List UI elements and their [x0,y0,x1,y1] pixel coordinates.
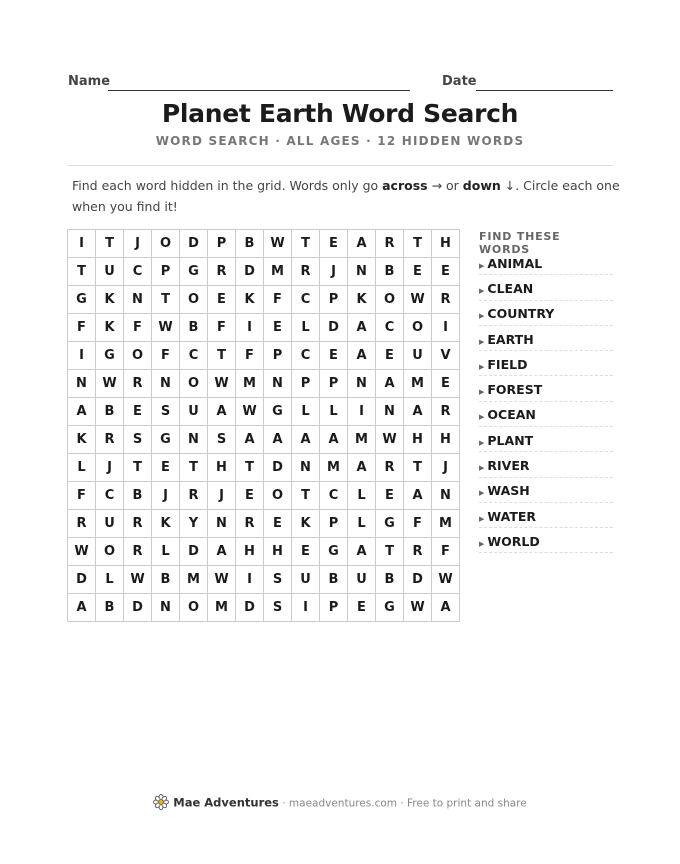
word-list-word: COUNTRY [487,306,555,322]
grid-cell[interactable]: A [376,370,404,398]
grid-cell[interactable]: W [208,566,236,594]
grid-cell[interactable]: T [292,482,320,510]
grid-cell[interactable]: A [348,314,376,342]
grid-cell[interactable]: P [264,342,292,370]
grid-cell[interactable]: E [376,342,404,370]
triangle-right-icon: ▶ [479,388,485,397]
grid-cell[interactable]: D [404,566,432,594]
grid-cell[interactable]: N [180,426,208,454]
grid-cell[interactable]: F [236,342,264,370]
grid-cell[interactable]: F [208,314,236,342]
grid-cell[interactable]: E [404,258,432,286]
grid-cell[interactable]: H [236,538,264,566]
grid-cell[interactable]: G [180,258,208,286]
grid-cell[interactable]: I [236,566,264,594]
word-list-word: FIELD [487,356,528,372]
grid-cell[interactable]: D [236,258,264,286]
grid-cell[interactable]: R [376,454,404,482]
word-list-item [479,352,613,376]
grid-cell[interactable]: N [376,398,404,426]
grid-cell[interactable]: L [96,566,124,594]
word-list-item [479,478,613,502]
grid-cell[interactable]: U [348,566,376,594]
grid-cell[interactable]: G [264,398,292,426]
grid-cell[interactable]: L [348,510,376,538]
grid-cell[interactable]: P [320,510,348,538]
grid-cell[interactable]: M [404,370,432,398]
grid-cell[interactable]: E [320,342,348,370]
name-date-row [68,74,613,94]
grid-cell[interactable]: R [432,286,460,314]
grid-cell[interactable]: M [236,370,264,398]
grid-cell[interactable]: H [432,426,460,454]
grid-cell[interactable]: I [348,398,376,426]
grid-cell[interactable]: T [404,230,432,258]
grid-cell[interactable]: J [432,454,460,482]
word-list-word: WATER [487,508,537,524]
grid-cell[interactable]: M [180,566,208,594]
grid-cell[interactable]: U [180,398,208,426]
grid-cell[interactable]: R [96,426,124,454]
word-list-word: ANIMAL [487,255,543,271]
grid-cell[interactable]: E [432,258,460,286]
grid-cell[interactable]: A [208,398,236,426]
grid-cell[interactable]: A [264,426,292,454]
grid-cell[interactable]: N [348,258,376,286]
grid-cell[interactable]: A [208,538,236,566]
grid-cell[interactable]: R [124,538,152,566]
grid-cell[interactable]: E [292,538,320,566]
letter-grid [67,229,460,622]
grid-cell[interactable]: L [292,314,320,342]
word-list-heading: FIND THESE WORDS [479,230,561,256]
grid-cell[interactable]: E [152,454,180,482]
grid-cell[interactable]: U [96,510,124,538]
triangle-right-icon: ▶ [479,362,485,371]
grid-cell[interactable]: T [152,286,180,314]
grid-cell[interactable]: N [152,594,180,622]
grid-cell[interactable]: G [68,286,96,314]
grid-cell[interactable]: E [376,482,404,510]
grid-cell[interactable]: T [96,230,124,258]
grid-cell[interactable]: E [208,286,236,314]
grid-cell[interactable]: M [432,510,460,538]
word-list-item [479,504,613,528]
grid-cell[interactable]: A [348,230,376,258]
grid-cell[interactable]: O [376,286,404,314]
grid-cell[interactable]: R [376,230,404,258]
grid-cell[interactable]: P [292,370,320,398]
grid-cell[interactable]: B [180,314,208,342]
grid-cell[interactable]: R [236,510,264,538]
grid-cell[interactable]: W [152,314,180,342]
instructions-text-3: ↓. Circle each one when you find it! [72,178,620,214]
grid-cell[interactable]: A [404,482,432,510]
grid-cell[interactable]: R [404,538,432,566]
grid-cell[interactable]: K [348,286,376,314]
grid-cell[interactable]: N [292,454,320,482]
grid-cell[interactable]: F [124,314,152,342]
grid-cell[interactable]: K [68,426,96,454]
word-list-item [479,276,613,300]
grid-cell[interactable]: T [404,454,432,482]
grid-cell[interactable]: P [152,258,180,286]
grid-cell[interactable]: I [68,342,96,370]
grid-cell[interactable]: A [432,594,460,622]
grid-cell[interactable]: L [320,398,348,426]
grid-cell[interactable]: B [376,566,404,594]
grid-cell[interactable]: J [152,482,180,510]
instructions-text-1: Find each word hidden in the grid. Words only go [72,178,383,193]
grid-cell[interactable]: D [124,594,152,622]
word-list-word: WASH [487,483,530,499]
grid-cell[interactable]: I [236,314,264,342]
grid-cell[interactable]: W [208,370,236,398]
grid-cell[interactable]: F [404,510,432,538]
page-title: Planet Earth Word Search [161,99,519,128]
grid-cell[interactable]: W [124,566,152,594]
grid-cell[interactable]: G [96,342,124,370]
grid-cell[interactable]: F [68,482,96,510]
grid-cell[interactable]: N [264,370,292,398]
grid-cell[interactable]: E [236,482,264,510]
grid-cell[interactable]: N [68,370,96,398]
word-list-items [479,251,613,553]
grid-cell[interactable]: U [96,258,124,286]
date-label: Date [442,74,477,89]
grid-cell[interactable]: K [152,510,180,538]
word-list-word: CLEAN [487,280,534,296]
divider [68,165,613,166]
triangle-right-icon: ▶ [479,539,485,548]
grid-cell[interactable]: K [96,286,124,314]
grid-cell[interactable]: N [152,370,180,398]
grid-cell[interactable]: C [376,314,404,342]
grid-cell[interactable]: A [292,426,320,454]
grid-cell[interactable]: B [320,566,348,594]
grid-cell[interactable]: B [96,594,124,622]
instructions [72,175,620,217]
word-list-word: FOREST [487,382,543,398]
triangle-right-icon: ▶ [479,514,485,523]
grid-cell[interactable]: R [292,258,320,286]
grid-cell[interactable]: O [264,482,292,510]
triangle-right-icon: ▶ [479,413,485,422]
grid-cell[interactable]: G [320,538,348,566]
grid-cell[interactable]: L [292,398,320,426]
grid-cell[interactable]: O [96,538,124,566]
grid-cell[interactable]: W [404,594,432,622]
grid-cell[interactable]: C [292,286,320,314]
word-list-word: PLANT [487,432,534,448]
grid-cell[interactable]: J [124,230,152,258]
word-list-item [479,403,613,427]
footer-brand: Mae Adventures [173,795,279,810]
word-list-item [479,377,613,401]
grid-cell[interactable]: A [236,426,264,454]
word-list-word: EARTH [487,331,534,347]
grid-cell[interactable]: S [208,426,236,454]
grid-cell[interactable]: G [376,594,404,622]
grid-cell[interactable]: D [236,594,264,622]
word-list-item [479,301,613,325]
word-list-item [479,529,613,553]
triangle-right-icon: ▶ [479,337,485,346]
grid-cell[interactable]: A [404,398,432,426]
grid-cell[interactable]: W [236,398,264,426]
grid-cell[interactable]: C [292,342,320,370]
grid-cell[interactable]: M [264,258,292,286]
grid-cell[interactable]: G [152,426,180,454]
grid-cell[interactable]: L [348,482,376,510]
grid-cell[interactable]: L [68,454,96,482]
grid-cell[interactable]: T [292,230,320,258]
grid-cell[interactable]: H [264,538,292,566]
grid-cell[interactable]: P [320,286,348,314]
grid-cell[interactable]: H [432,230,460,258]
grid-cell[interactable]: U [404,342,432,370]
triangle-right-icon: ▶ [479,489,485,498]
footer-tagline: · maeadventures.com · Free to print and share [278,797,527,810]
grid-cell[interactable]: W [68,538,96,566]
grid-cell[interactable]: R [68,510,96,538]
grid-cell[interactable]: P [320,370,348,398]
grid-cell[interactable]: S [124,426,152,454]
grid-cell[interactable]: E [264,314,292,342]
page-subtitle: WORD SEARCH · ALL AGES · 12 HIDDEN WORDS [155,134,525,148]
grid-cell[interactable]: J [320,258,348,286]
grid-cell[interactable]: C [96,482,124,510]
word-list [479,230,613,553]
grid-cell[interactable]: O [124,342,152,370]
grid-cell[interactable]: E [124,398,152,426]
grid-cell[interactable]: B [376,258,404,286]
grid-cell[interactable]: G [376,510,404,538]
grid-cell[interactable]: F [68,314,96,342]
grid-cell[interactable]: T [180,454,208,482]
word-list-item [479,453,613,477]
daisy-flower-icon [153,794,169,813]
grid-cell[interactable]: K [96,314,124,342]
instructions-across: across [382,178,428,193]
grid-cell[interactable]: U [292,566,320,594]
grid-cell[interactable]: O [152,230,180,258]
grid-cell[interactable]: P [208,230,236,258]
grid-cell[interactable]: N [208,510,236,538]
triangle-right-icon: ▶ [479,261,485,270]
grid-cell[interactable]: B [152,566,180,594]
grid-cell[interactable]: R [124,370,152,398]
grid-cell[interactable]: V [432,342,460,370]
grid-cell[interactable]: B [236,230,264,258]
grid-cell[interactable]: N [124,286,152,314]
grid-cell[interactable]: I [432,314,460,342]
grid-cell[interactable]: E [320,230,348,258]
grid-cell[interactable]: E [348,594,376,622]
grid-cell[interactable]: S [264,594,292,622]
grid-cell[interactable]: A [68,398,96,426]
word-list-word: OCEAN [487,407,536,423]
grid-cell[interactable]: E [264,510,292,538]
grid-cell[interactable]: F [152,342,180,370]
grid-cell[interactable]: M [320,454,348,482]
grid-cell[interactable]: J [208,482,236,510]
grid-cell[interactable]: B [124,482,152,510]
grid-cell[interactable]: Y [180,510,208,538]
grid-cell[interactable]: O [180,286,208,314]
grid-cell[interactable]: T [124,454,152,482]
word-list-item [479,428,613,452]
grid-cell[interactable]: D [68,566,96,594]
grid-cell[interactable]: N [348,370,376,398]
grid-cell[interactable]: T [376,538,404,566]
grid-cell[interactable]: K [236,286,264,314]
grid-cell[interactable]: O [180,370,208,398]
grid-cell[interactable]: B [96,398,124,426]
triangle-right-icon: ▶ [479,438,485,447]
grid-cell[interactable]: W [264,230,292,258]
footer [0,794,680,813]
grid-cell[interactable]: D [180,538,208,566]
grid-cell[interactable]: T [236,454,264,482]
grid-cell[interactable]: S [152,398,180,426]
grid-cell[interactable]: A [320,426,348,454]
grid-cell[interactable]: M [208,594,236,622]
grid-cell[interactable]: D [264,454,292,482]
instructions-down: down [462,178,501,193]
grid-cell[interactable]: P [320,594,348,622]
grid-cell[interactable]: N [432,482,460,510]
grid-cell[interactable]: W [432,566,460,594]
grid-cell[interactable]: T [68,258,96,286]
grid-cell[interactable]: I [292,594,320,622]
grid-cell[interactable]: C [320,482,348,510]
grid-cell[interactable]: T [208,342,236,370]
grid-cell[interactable]: C [124,258,152,286]
grid-cell[interactable]: S [264,566,292,594]
word-list-word: WORLD [487,533,540,549]
grid-cell[interactable]: A [348,454,376,482]
grid-cell[interactable]: F [432,538,460,566]
grid-cell[interactable]: W [96,370,124,398]
grid-cell[interactable]: O [180,594,208,622]
grid-cell[interactable]: C [180,342,208,370]
name-label: Name [68,74,111,89]
triangle-right-icon: ▶ [479,286,485,295]
name-line[interactable] [108,90,410,91]
grid-cell[interactable]: D [320,314,348,342]
grid-cell[interactable]: D [180,230,208,258]
grid-cell[interactable]: J [96,454,124,482]
grid-cell[interactable]: W [404,286,432,314]
grid-cell[interactable]: A [348,342,376,370]
triangle-right-icon: ▶ [479,463,485,472]
grid-cell[interactable]: R [124,510,152,538]
grid-cell[interactable]: R [180,482,208,510]
grid-cell[interactable]: F [264,286,292,314]
grid-cell[interactable]: R [432,398,460,426]
grid-cell[interactable]: A [68,594,96,622]
grid-cell[interactable]: R [208,258,236,286]
grid-cell[interactable]: A [348,538,376,566]
grid-cell[interactable]: K [292,510,320,538]
word-list-word: RIVER [487,457,530,473]
grid-cell[interactable]: O [404,314,432,342]
date-line[interactable] [476,90,613,91]
grid-cell[interactable]: L [152,538,180,566]
grid-cell[interactable]: H [404,426,432,454]
word-list-item [479,327,613,351]
grid-cell[interactable]: E [432,370,460,398]
triangle-right-icon: ▶ [479,312,485,321]
grid-cell[interactable]: W [376,426,404,454]
instructions-text-2: → or [427,178,463,193]
grid-cell[interactable]: M [348,426,376,454]
grid-cell[interactable]: H [208,454,236,482]
grid-cell[interactable]: I [68,230,96,258]
